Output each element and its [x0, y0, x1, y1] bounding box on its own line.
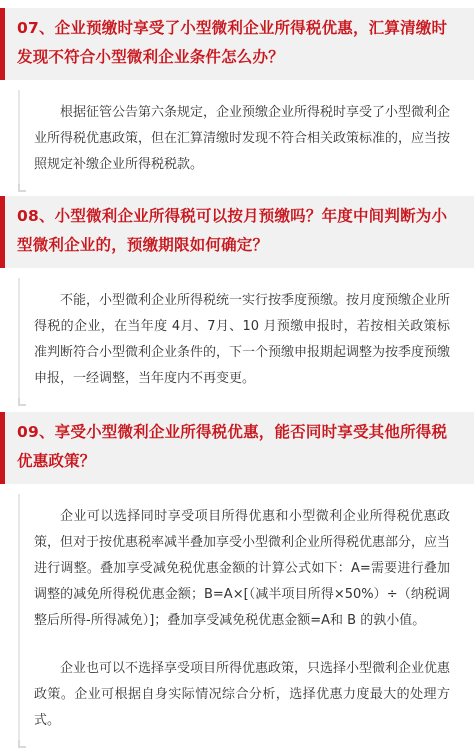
question-title: 09、享受小型微利企业所得税优惠，能否同时享受其他所得税优惠政策？ [17, 423, 448, 470]
answer-paragraph: 根据征管公告第六条规定，企业预缴企业所得税时享受了小型微利企业所得税优惠政策，但在汇算清缴时发现不符合相关政策标准的，应当按照规定补缴企业所得税税款。 [34, 105, 451, 172]
question-title: 07、企业预缴时享受了小型微利企业所得税优惠，汇算清缴时发现不符合小型微利企业条件怎么办？ [17, 19, 448, 66]
corner-decoration [18, 398, 26, 406]
question-header [0, 8, 474, 80]
faq-09 [0, 412, 474, 746]
answer-paragraph: 企业也可以不选择享受项目所得优惠政策，只选择小型微利企业优惠政策。企业可根据自身实际情况综合分析，选择优惠力度最大的处理方式。 [34, 661, 451, 728]
answer-body [18, 90, 462, 190]
corner-decoration [18, 184, 26, 192]
answer-body [18, 278, 462, 404]
answer-paragraph: 企业可以选择同时享受项目所得优惠和小型微利企业所得税优惠政策，但对于按优惠税率减半叠加享受小型微利企业所得税优惠部分，应当进行调整。叠加享受减免税优惠金额的计算公式如下：A=需要进行叠加调整的减免所得税优惠金额；B=A×[（减半项目所得×50%）÷（纳税调整后所得-所得减免）]；叠加享受减免税优惠金额=A和 B 的孰小值。 [34, 509, 451, 628]
answer-paragraph: 不能，小型微利企业所得税统一实行按季度预缴。按月度预缴企业所得税的企业，在当年度 4月、7月、10 月预缴申报时，若按相关政策标准判断符合小型微利企业条件的，下一个预缴申报期起调整为按季度预缴申报，一经调整，当年度内不再变更。 [34, 293, 451, 386]
faq-07 [0, 8, 474, 190]
question-header [0, 196, 474, 268]
faq-08 [0, 196, 474, 404]
corner-decoration [18, 740, 26, 748]
answer-body [18, 494, 462, 746]
question-header [0, 412, 474, 484]
question-title: 08、小型微利企业所得税可以按月预缴吗？年度中间判断为小型微利企业的，预缴期限如何确定？ [17, 207, 448, 254]
